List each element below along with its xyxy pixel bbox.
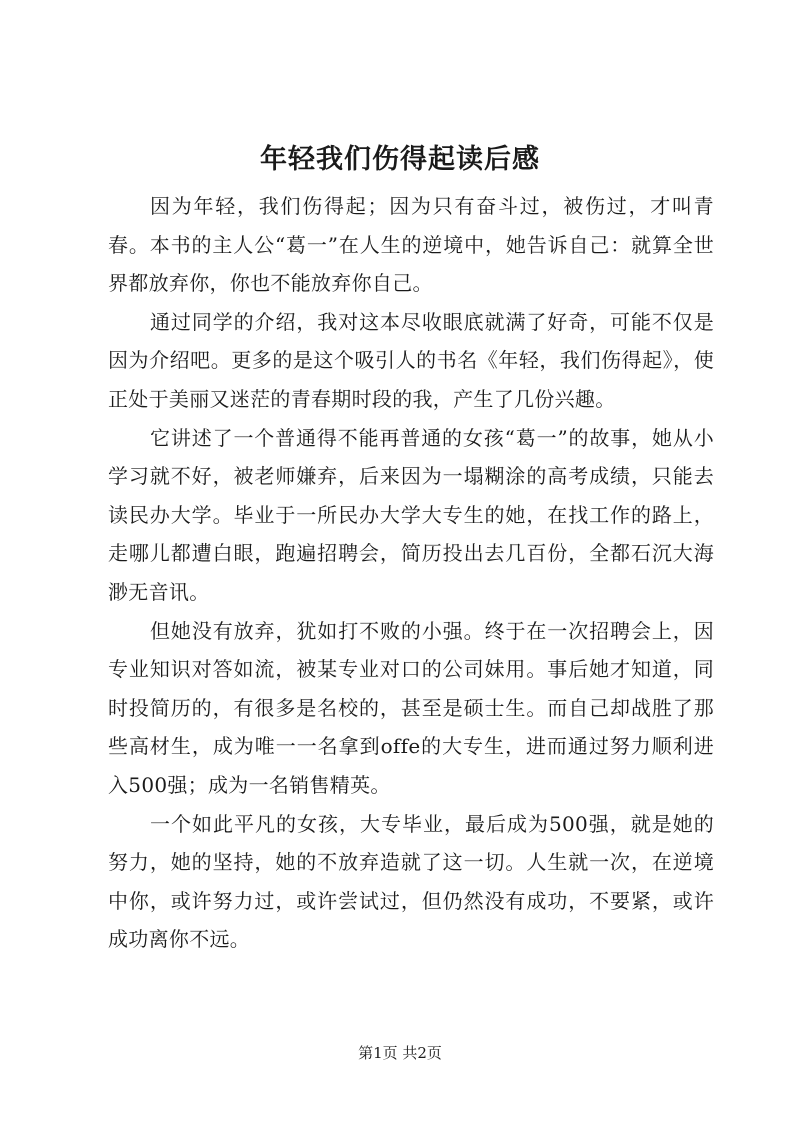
paragraph-2: 通过同学的介绍，我对这本尽收眼底就满了好奇，可能不仅是因为介绍吧。更多的是这个吸引人的书名《年轻，我们伤得起》，使正处于美丽又迷茫的青春期时段的我，产生了几份兴趣。 [108,309,714,411]
document-title: 年轻我们伤得起读后感 [260,144,540,175]
paragraph-1: 因为年轻，我们伤得起；因为只有奋斗过，被伤过，才叫青春。本书的主人公“葛一”在人生的逆境中，她告诉自己：就算全世界都放弃你，你也不能放弃你自己。 [108,194,714,296]
document-body [108,187,714,959]
paragraph-5: 一个如此平凡的女孩，大专毕业，最后成为500强，就是她的努力，她的坚持，她的不放弃造就了这一切。人生就一次，在逆境中你，或许努力过，或许尝试过，但仍然没有成功，不要紧，或许成功离你不远。 [108,811,714,952]
paragraph-3: 它讲述了一个普通得不能再普通的女孩“葛一”的故事，她从小学习就不好，被老师嫌弃，后来因为一塌糊涂的高考成绩，只能去读民办大学。毕业于一所民办大学大专生的她，在找工作的路上，走哪儿都遭白眼，跑遍招聘会，简历投出去几百份，全都石沉大海渺无音讯。 [108,425,714,604]
page-footer: 第1页 共2页 [358,1044,442,1062]
paragraph-4: 但她没有放弃，犹如打不败的小强。终于在一次招聘会上，因专业知识对答如流，被某专业对口的公司妹用。事后她才知道，同时投简历的，有很多是名校的，甚至是硕士生。而自己却战胜了那些高材生，成为唯一一名拿到offe的大专生，进而通过努力顺利进入500强；成为一名销售精英。 [108,618,714,797]
